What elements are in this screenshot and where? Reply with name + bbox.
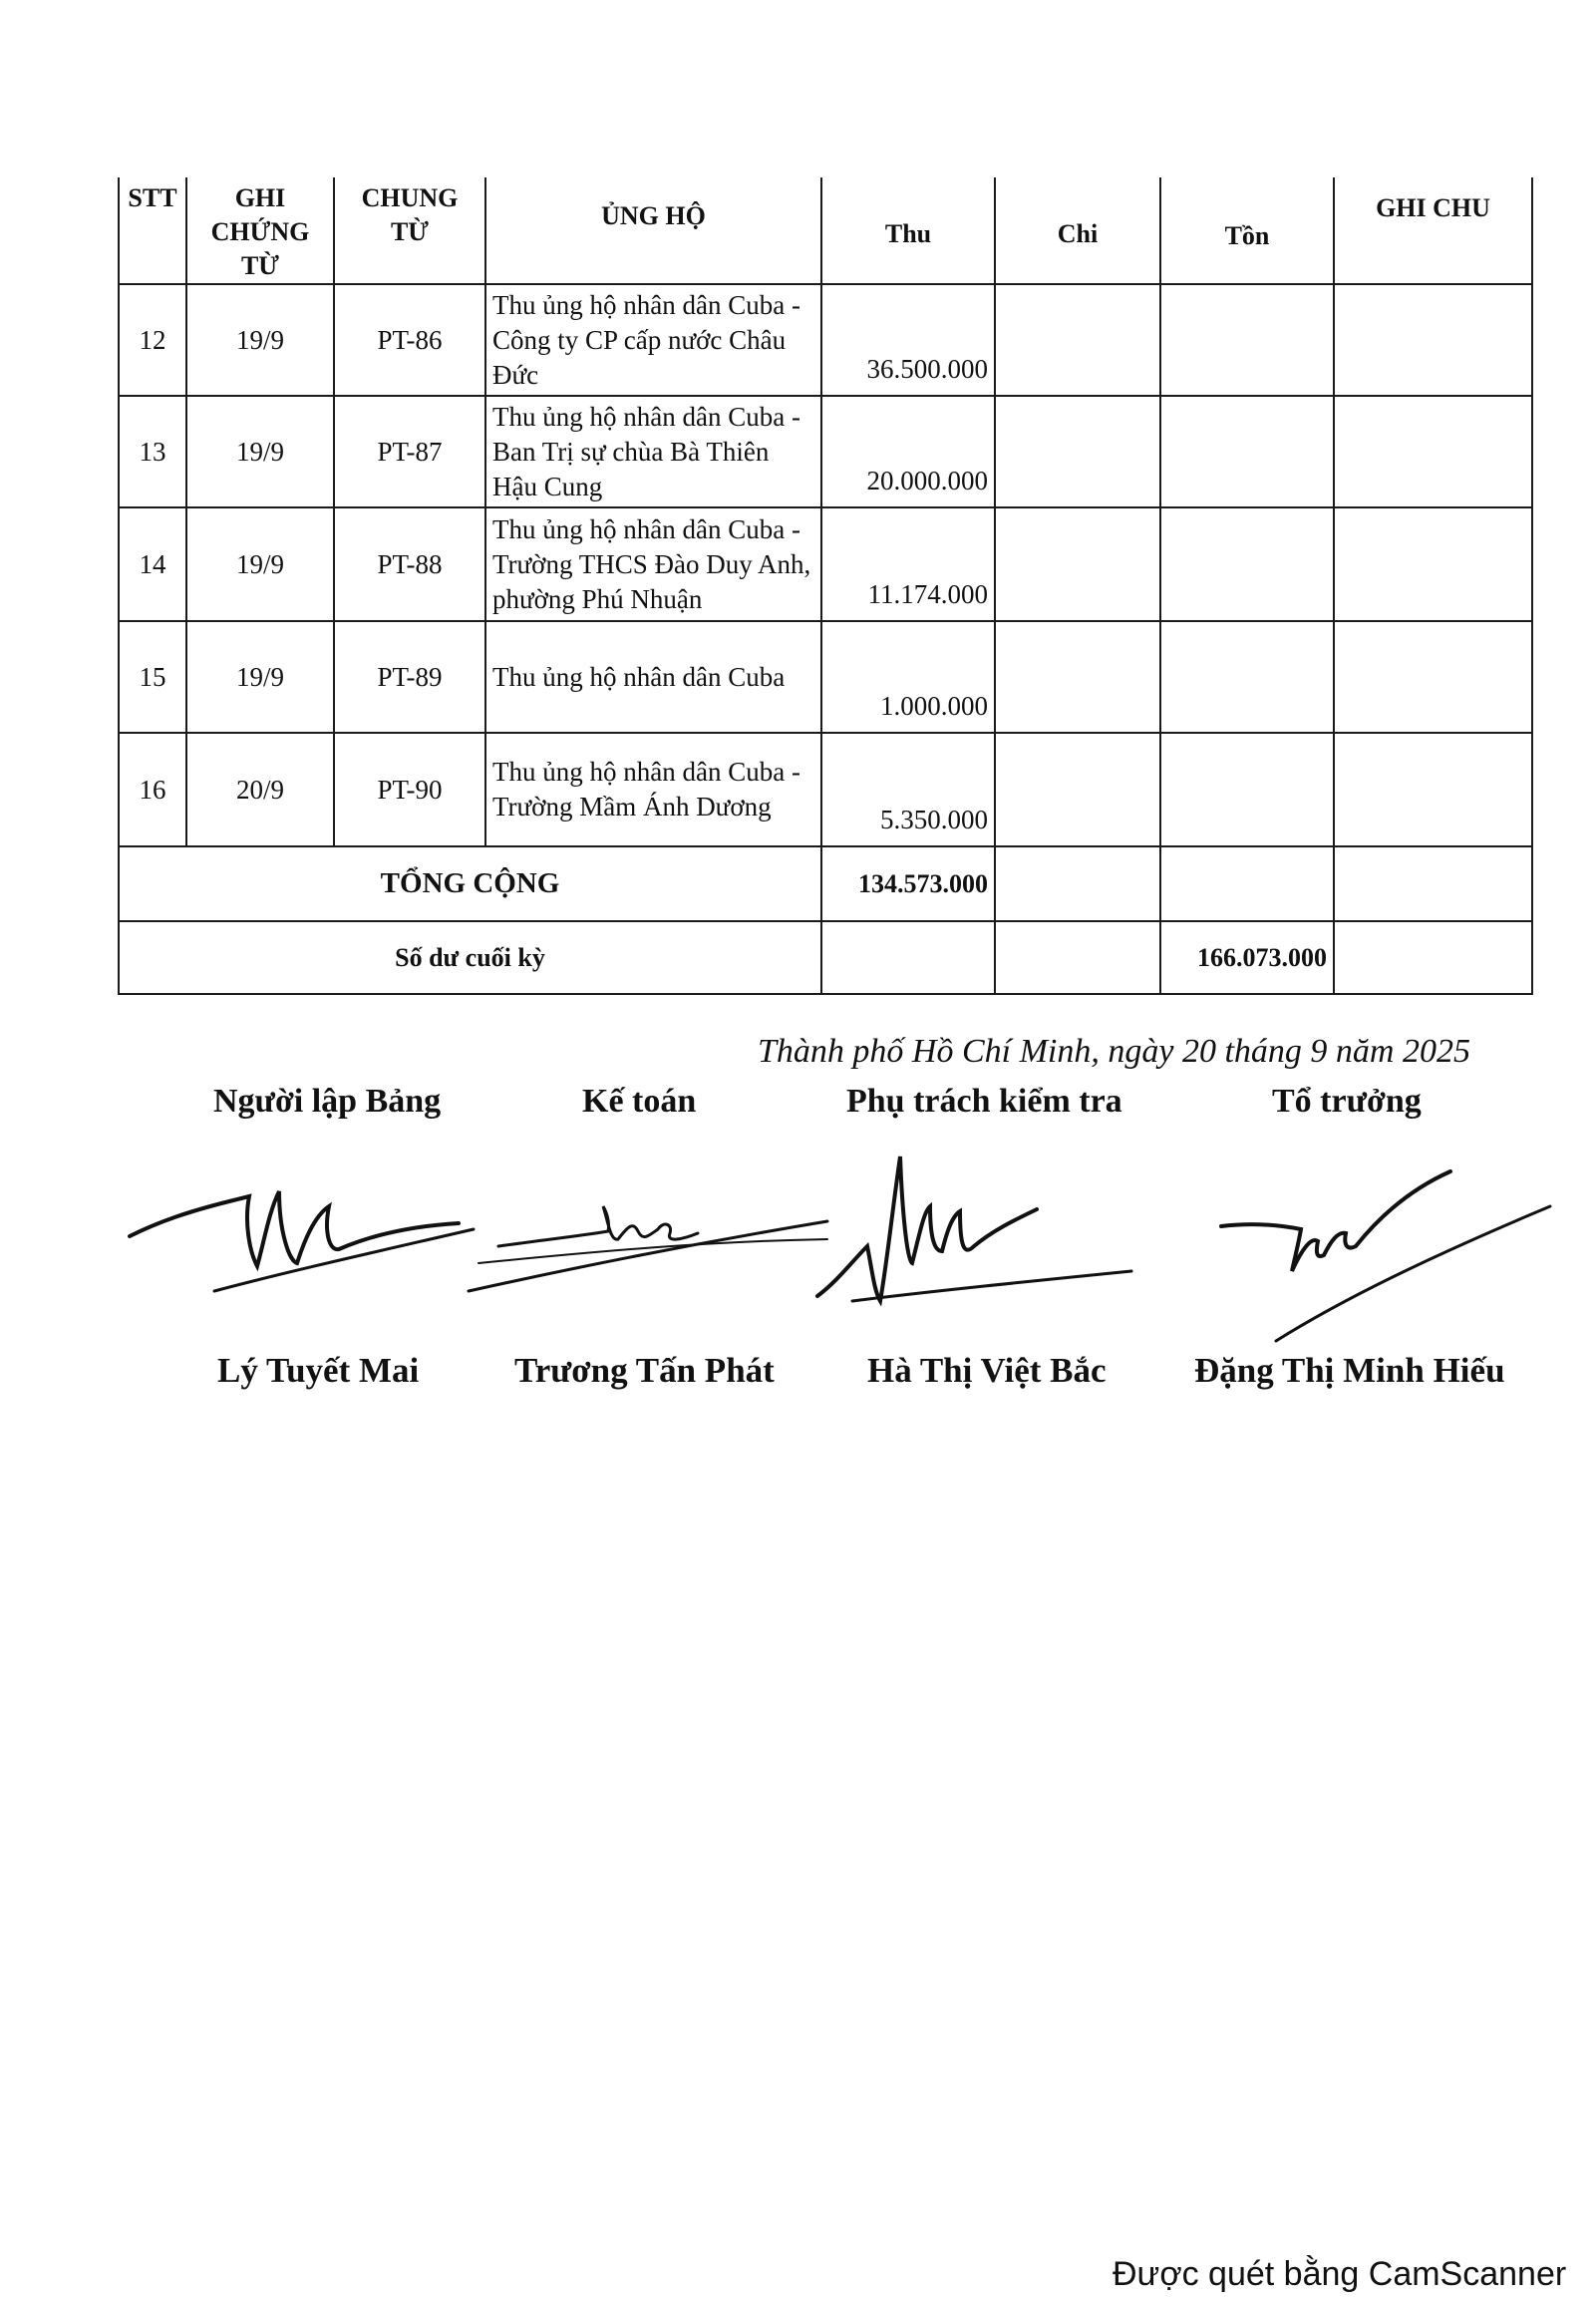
cell-ton (1160, 507, 1334, 621)
cell-ton (1160, 284, 1334, 396)
cell-note (1334, 733, 1532, 846)
total-thu: 134.573.000 (821, 846, 995, 921)
role-inspector: Phụ trách kiểm tra (846, 1083, 1122, 1120)
cell-chi (995, 284, 1160, 396)
cell-ton (1160, 396, 1334, 507)
cell-note (1334, 507, 1532, 621)
cell-thu: 5.350.000 (821, 733, 995, 846)
header-chung-tu: CHUNG TỪ (334, 177, 485, 284)
role-team-leader: Tổ trưởng (1272, 1083, 1422, 1120)
signature-ha-thi-viet-bac (812, 1152, 1151, 1321)
place-date: Thành phố Hồ Chí Minh, ngày 20 tháng 9 năm 2025 (758, 1033, 1470, 1070)
total-row (119, 846, 1532, 921)
header-ton: Tồn (1160, 177, 1334, 284)
header-chi: Chi (995, 177, 1160, 284)
header-ung-ho: ỦNG HỘ (485, 177, 821, 284)
cell-date: 20/9 (186, 733, 334, 846)
signature-ly-tuyet-mai (120, 1152, 479, 1321)
cell-voucher: PT-88 (334, 507, 485, 621)
ending-balance-ton: 166.073.000 (1160, 921, 1334, 994)
cell-voucher: PT-87 (334, 396, 485, 507)
cell-ton (1160, 733, 1334, 846)
signature-truong-tan-phat (459, 1152, 837, 1311)
table-row (119, 396, 1532, 507)
cell-chi (995, 396, 1160, 507)
cell-date: 19/9 (186, 621, 334, 733)
cell-date: 19/9 (186, 507, 334, 621)
ledger-table (118, 177, 1533, 995)
header-thu: Thu (821, 177, 995, 284)
cell-thu: 36.500.000 (821, 284, 995, 396)
table-row (119, 507, 1532, 621)
cell-stt: 16 (119, 733, 186, 846)
role-preparer: Người lập Bảng (213, 1083, 442, 1120)
ending-balance-label: Số dư cuối kỳ (119, 921, 821, 994)
signer-name: Trương Tấn Phát (514, 1351, 775, 1390)
ending-balance-row (119, 921, 1532, 994)
cell-voucher: PT-86 (334, 284, 485, 396)
cell-description: Thu ủng hộ nhân dân Cuba - Ban Trị sự chùa Bà Thiên Hậu Cung (485, 396, 821, 507)
cell-thu: 1.000.000 (821, 621, 995, 733)
signer-name: Đặng Thị Minh Hiếu (1194, 1351, 1505, 1390)
cell-voucher: PT-89 (334, 621, 485, 733)
cell-stt: 15 (119, 621, 186, 733)
cell-thu: 20.000.000 (821, 396, 995, 507)
total-label: TỔNG CỘNG (119, 846, 821, 921)
header-ghi-chung-tu: GHI CHỨNG TỪ (186, 177, 334, 284)
balance-thu (821, 921, 995, 994)
scanner-watermark: Được quét bằng CamScanner (1113, 2255, 1567, 2293)
cell-description: Thu ủng hộ nhân dân Cuba - Công ty CP cấp nước Châu Đức (485, 284, 821, 396)
cell-chi (995, 507, 1160, 621)
cell-thu: 11.174.000 (821, 507, 995, 621)
balance-note (1334, 921, 1532, 994)
cell-description: Thu ủng hộ nhân dân Cuba - Trường THCS Đào Duy Anh, phường Phú Nhuận (485, 507, 821, 621)
table-row (119, 621, 1532, 733)
cell-date: 19/9 (186, 284, 334, 396)
signer-name: Hà Thị Việt Bắc (867, 1351, 1107, 1390)
cell-description: Thu ủng hộ nhân dân Cuba (485, 621, 821, 733)
role-accountant: Kế toán (582, 1083, 697, 1120)
cell-description: Thu ủng hộ nhân dân Cuba - Trường Mầm Ánh Dương (485, 733, 821, 846)
cell-stt: 13 (119, 396, 186, 507)
cell-voucher: PT-90 (334, 733, 485, 846)
cell-stt: 12 (119, 284, 186, 396)
cell-ton (1160, 621, 1334, 733)
total-ton (1160, 846, 1334, 921)
cell-chi (995, 733, 1160, 846)
cell-note (1334, 284, 1532, 396)
signature-dang-thi-minh-hieu (1206, 1152, 1565, 1351)
header-ghi-chu: GHI CHU (1334, 177, 1532, 284)
table-row (119, 733, 1532, 846)
balance-chi (995, 921, 1160, 994)
header-stt: STT (119, 177, 186, 284)
cell-stt: 14 (119, 507, 186, 621)
total-chi (995, 846, 1160, 921)
signer-name: Lý Tuyết Mai (217, 1351, 420, 1390)
cell-note (1334, 396, 1532, 507)
cell-date: 19/9 (186, 396, 334, 507)
total-note (1334, 846, 1532, 921)
cell-note (1334, 621, 1532, 733)
table-header-row (119, 177, 1532, 284)
table-row (119, 284, 1532, 396)
cell-chi (995, 621, 1160, 733)
